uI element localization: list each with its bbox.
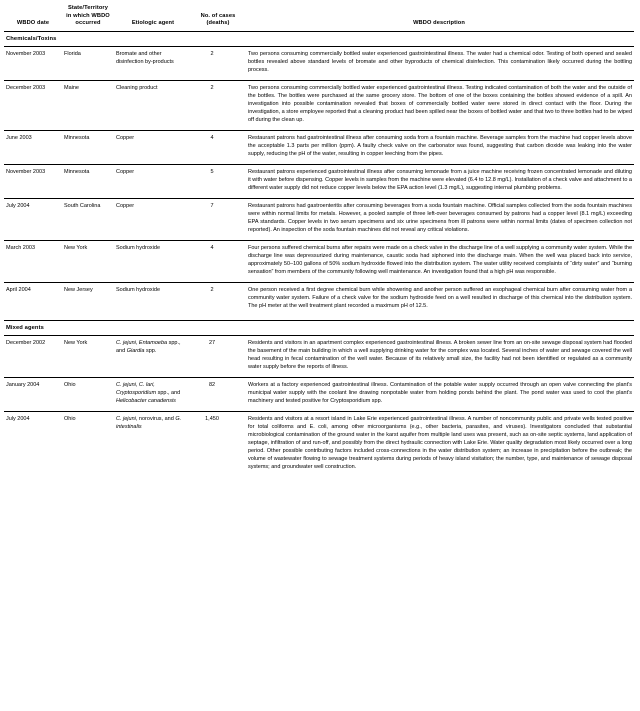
cell-state: New York [64,244,88,251]
cell-agent: C. jejuni, C. lari, Cryptosporidium spp., and Helicobacter canadensis [116,381,181,404]
table-body [4,32,634,477]
cell-agent: Sodium hydroxide [116,244,161,251]
col-header-description: WBDO description [244,4,634,32]
col-header-state: State/Territory in which WBDO occurred [62,4,114,32]
cell-state: New York [64,340,88,347]
cell-cases: 5 [210,169,214,176]
cell-state: New Jersey [64,286,93,293]
wbdo-table [4,4,634,477]
table-row [4,47,634,81]
cell-cases: 4 [210,135,214,142]
cell-description: Restaurant patrons had gastroenteritis after consuming beverages from a soda fountain machine. Official samples collected from the soda fountain machines were within normal limits for metals. However, a pooled sample of three left-over beverages consumed by patrons had a copper level (8.1 mg/L) exceeding EPA standards. Copper levels in two serum specimens and six urine specimens from ill patrons were within normal limits (dates of specimen collection not reported). An inspection of the soda fountain machines did not reveal any critical violations. [248,203,632,233]
section-title: Mixed agents [4,320,634,335]
cell-description: Workers at a factory experienced gastrointestinal illness. Contamination of the potable water supply occurred through an open valve connecting the plant’s municipal water supply with the coolant line drawing nonpotable water from holding ponds behind the plant. The pond water was used to cool the plant’s machinery and tested positive for Cryptosporidium spp. [248,381,632,404]
cell-cases: 2 [210,85,214,92]
cell-cases: 4 [210,244,214,251]
cell-cases: 27 [208,340,216,347]
section-header-row [4,320,634,335]
cell-description: Restaurant patrons had gastrointestinal illness after consuming soda from a fountain machine. Beverage samples from the machine had copper levels above the acceptable 1.3 parts per million (ppm). A faulty check valve on the carbonator was found, suggesting that carbon dioxide was leaking into the water supply, reducing the pH of the water, resulting in copper leeching from the pipes. [248,135,632,158]
cell-date: November 2003 [6,51,46,58]
table-row [4,165,634,199]
cell-description: One person received a first degree chemical burn while showering and another person suffered an esophageal chemical burn after consuming water from a community water system. Failure of a check valve for the sodium hydroxide feed on a well resulted in discharge of this chemical into the distribution system. The pH meter at the well treatment plant recorded a maximum pH of 12.5. [248,286,632,309]
cell-date: July 2004 [6,203,30,210]
table-row [4,282,634,315]
cell-description: Two persons consuming commercially bottled water experienced gastrointestinal illness. Testing indicated contamination of both the water and the outside of the bottles. The bottles were purchased at the same grocery store. The bottom of one of the boxes containing the bottles showed evidence of a spill. An investigation into possible contamination revealed that boxes of commercially bottled water were stored in direct contact with the floor. During the investigation, a store employee reported that a cleaning product had been spilled near the boxes of bottled water and that two to three bottles had to be wiped off during the clean up. [248,85,632,124]
cell-agent: Copper [116,169,135,176]
cell-description: Two persons consuming commercially bottled water experienced gastrointestinal illness. The water had a chemical odor. Testing of both opened and sealed bottles revealed above standard levels of bromate and other byproducts of chemical disinfection. This contamination likely occurred during the bottling process. [248,51,632,74]
cell-agent: C. jejuni, Entamoeba spp., and Giardia spp. [116,340,181,355]
cell-description: Restaurant patrons experienced gastrointestinal illness after consuming lemonade from a juice machine receiving frozen concentrated lemonade and diluting it with water before dispensing. Copper levels in samples from the machine were elevated (6.4 to 12.8 mg/L). Installation of a check valve and attachment to a different water supply did not reduce copper levels below the EPA action level (1.3 mg/L), suggesting internal plumbing problems. [248,169,632,192]
cell-agent: Bromate and other disinfection by-products [116,51,174,66]
table-row [4,411,634,476]
table-row [4,81,634,131]
cell-date: June 2003 [6,135,32,142]
cell-agent: Copper [116,203,135,210]
cell-cases: 2 [210,286,214,293]
cell-state: Minnesota [64,135,90,142]
section-title: Chemicals/Toxins [4,32,634,47]
table-row [4,131,634,165]
table-row [4,377,634,411]
cell-state: Ohio [64,381,76,388]
cell-date: December 2002 [6,340,46,347]
cell-date: April 2004 [6,286,31,293]
table-header [4,4,634,32]
cell-description: Four persons suffered chemical burns after repairs were made on a check valve in the discharge line of a well supplying a community water system. While the discharge line was depressurized during maintenance, caustic soda had siphoned into the discharge main. When the well was placed back into service, approximately 50–100 gallons of 50% sodium hydroxide flowed into the distribution system. The water utility received complaints of “dirty water” and “burning sensation” from members of the community following well maintenance. An investigation found that a high pH was responsible. [248,244,632,275]
cell-date: December 2003 [6,85,46,92]
cell-date: March 2003 [6,244,36,251]
table-row [4,336,634,378]
col-header-date: WBDO date [4,4,62,32]
cell-cases: 82 [208,381,216,388]
cell-agent: Copper [116,135,135,142]
cell-date: July 2004 [6,415,30,422]
col-header-cases: No. of cases (deaths) [192,4,244,32]
cell-state: Ohio [64,415,76,422]
cell-agent: Cleaning product [116,85,158,92]
cell-cases: 1,450 [205,415,219,422]
table-row [4,240,634,282]
cell-agent: Sodium hydroxide [116,286,161,293]
cell-agent: C. jejuni, norovirus, and G. intestinalis [116,415,182,430]
cell-date: November 2003 [6,169,46,176]
cell-state: Maine [64,85,79,92]
cell-description: Residents and visitors in an apartment complex experienced gastrointestinal illness. A broken sewer line from an on-site sewage disposal system had flooded the basement of the main building in which a well supplying drinking water for the complex was located. Several inches of water and sewage covered the well head resulting in fecal contamination of the well water. Because of its relatively small size, the facility had not been identified or regulated as a community water supply before the reports of illness. [248,340,632,370]
cell-date: January 2004 [6,381,40,388]
cell-cases: 7 [210,203,214,210]
col-header-agent: Etiologic agent [114,4,192,32]
cell-state: Florida [64,51,81,58]
cell-state: South Carolina [64,203,101,210]
table-row [4,199,634,241]
section-header-row [4,32,634,47]
cell-description: Residents and visitors at a resort island in Lake Erie experienced gastrointestinal illness. A number of noncommunity public and private wells tested positive for total coliforms and E. coli, among other microorganisms (e.g., other bacteria, parasites, and viruses). Investigators concluded that substantial microbiological contamination of the ground water in the karst aquifer from multiple land uses was present, such as on-site septic systems, land application of septage, infiltration of and run-off, and possibly from the direct hydraulic connection with Lake Erie. Water quality degradation most likely occurred over a long period. Other possible contributing factors included cross-connections in the water distribution system; an increase in precipitation before the outbreak; the volume of wastewater flowing to sewage treatment systems during periods of heavy island visitation; the number, type, and maintenance of sewage disposal systems; and groundwater well construction. [248,415,632,470]
cell-cases: 2 [210,51,214,58]
cell-state: Minnesota [64,169,90,176]
